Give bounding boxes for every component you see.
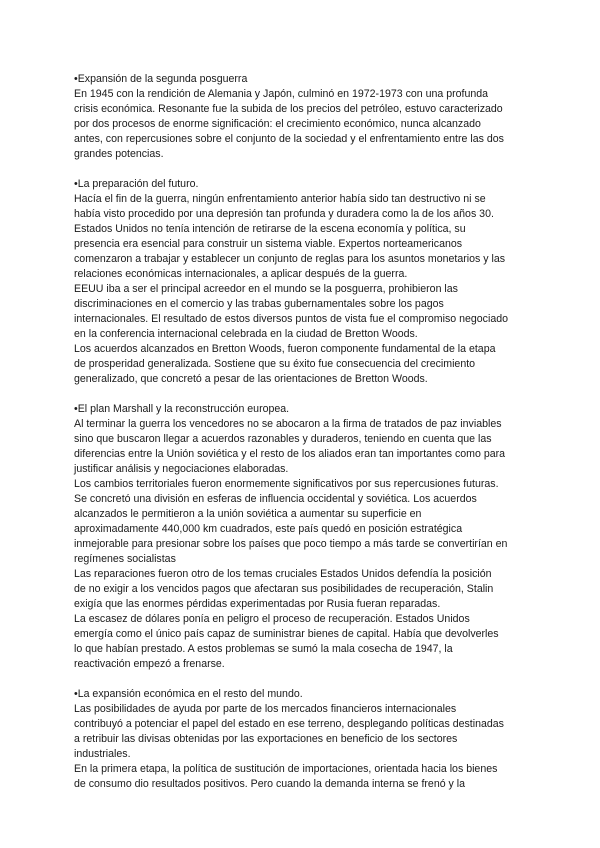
section-heading: •La preparación del futuro. <box>74 178 199 190</box>
paragraph-line: había visto procedido por una depresión tan profunda y duradera como la de los años 30. <box>74 208 494 220</box>
paragraph-line: La escasez de dólares ponía en peligro el proceso de recuperación. Estados Unidos <box>74 613 470 625</box>
paragraph-line: industriales. <box>74 748 131 760</box>
paragraph-line: por dos procesos de enorme significación: el crecimiento económico, nunca alcanzado <box>74 118 481 130</box>
paragraph-line: EEUU iba a ser el principal acreedor en el mundo se la posguerra, prohibieron las <box>74 283 458 295</box>
paragraph-line: grandes potencias. <box>74 148 164 160</box>
paragraph-line: Hacía el fin de la guerra, ningún enfrentamiento anterior había sido tan destructivo ni se <box>74 193 486 205</box>
section-preparacion-futuro <box>74 177 534 387</box>
paragraph-line: comenzaron a trabajar y establecer un conjunto de reglas para los asuntos monetarios y las <box>74 253 506 265</box>
section-expansion-resto-mundo <box>74 687 534 792</box>
paragraph-line: reactivación empezó a frenarse. <box>74 658 225 670</box>
paragraph-line: a retribuir las divisas obtenidas por las exportaciones en beneficio de los sectores <box>74 733 458 745</box>
paragraph-line: contribuyó a potenciar el papel del estado en ese terreno, desplegando políticas destinadas <box>74 718 504 730</box>
paragraph-line: de no exigir a los vencidos pagos que afectaran sus posibilidades de recuperación, Stalin <box>74 583 494 595</box>
paragraph-line: En 1945 con la rendición de Alemania y Japón, culminó en 1972-1973 con una profunda <box>74 88 489 100</box>
paragraph-line: presencia era esencial para construir un sistema viable. Expertos norteamericanos <box>74 238 463 250</box>
paragraph-line: inmejorable para presionar sobre los países que poco tiempo a más tarde se convertirían en <box>74 538 508 550</box>
section-plan-marshall <box>74 402 534 672</box>
section-heading: •Expansión de la segunda posguerra <box>74 73 248 85</box>
paragraph-line: en la conferencia internacional celebrada en la ciudad de Bretton Woods. <box>74 328 418 340</box>
paragraph-line: relaciones económicas internacionales, a aplicar después de la guerra. <box>74 268 408 280</box>
paragraph-line: Estados Unidos no tenía intención de retirarse de la escena economía y política, su <box>74 223 466 235</box>
paragraph-line: Las reparaciones fueron otro de los temas cruciales Estados Unidos defendía la posición <box>74 568 492 580</box>
paragraph-line: emergía como el único país capaz de suministrar bienes de capital. Había que devolverles <box>74 628 499 640</box>
paragraph-line: internacionales. El resultado de estos diversos puntos de vista fue el compromiso negociado <box>74 313 509 325</box>
paragraph-line: aproximadamente 440,000 km cuadrados, este país quedó en posición estratégica <box>74 523 463 535</box>
paragraph-line: En la primera etapa, la política de sustitución de importaciones, orientada hacia los bienes <box>74 763 498 775</box>
paragraph-line: generalizado, que concretó a pesar de las orientaciones de Bretton Woods. <box>74 373 428 385</box>
paragraph-line: de consumo dio resultados positivos. Pero cuando la demanda interna se frenó y la <box>74 778 466 790</box>
paragraph-line: regímenes socialistas <box>74 553 176 565</box>
paragraph-line: Los cambios territoriales fueron enormemente significativos por sus repercusiones futuras. <box>74 478 499 490</box>
paragraph-line: antes, con repercusiones sobre el conjunto de la sociedad y el enfrentamiento entre las dos <box>74 133 504 145</box>
paragraph-line: lo que habían prestado. A estos problemas se sumó la mala cosecha de 1947, la <box>74 643 453 655</box>
paragraph-line: Los acuerdos alcanzados en Bretton Woods, fueron componente fundamental de la etapa <box>74 343 496 355</box>
paragraph-line: diferencias entre la Unión soviética y el resto de los aliados eran tan importantes como para <box>74 448 506 460</box>
paragraph-line: alcanzados le permitieron a la unión soviética a aumentar su superficie en <box>74 508 422 520</box>
paragraph-line: sino que buscaron llegar a acuerdos razonables y duraderos, teniendo en cuenta que las <box>74 433 492 445</box>
document-body <box>74 72 534 807</box>
paragraph-line: Las posibilidades de ayuda por parte de los mercados financieros internacionales <box>74 703 457 715</box>
paragraph-line: discriminaciones en el comercio y las trabas gubernamentales sobre los pagos <box>74 298 444 310</box>
section-heading: •El plan Marshall y la reconstrucción europea. <box>74 403 290 415</box>
paragraph-line: crisis económica. Resonante fue la subida de los precios del petróleo, estuvo caracterizado <box>74 103 503 115</box>
paragraph-line: justificar análisis y negociaciones elaboradas. <box>74 463 289 475</box>
paragraph-line: de prosperidad generalizada. Sostiene que su éxito fue consecuencia del crecimiento <box>74 358 476 370</box>
section-heading: •La expansión económica en el resto del mundo. <box>74 688 303 700</box>
paragraph-line: exigía que las enormes pérdidas experimentadas por Rusia fueran reparadas. <box>74 598 441 610</box>
paragraph-line: Al terminar la guerra los vencedores no se abocaron a la firma de tratados de paz inviables <box>74 418 502 430</box>
paragraph-line: Se concretó una división en esferas de influencia occidental y soviética. Los acuerdos <box>74 493 477 505</box>
section-segunda-posguerra <box>74 72 534 162</box>
